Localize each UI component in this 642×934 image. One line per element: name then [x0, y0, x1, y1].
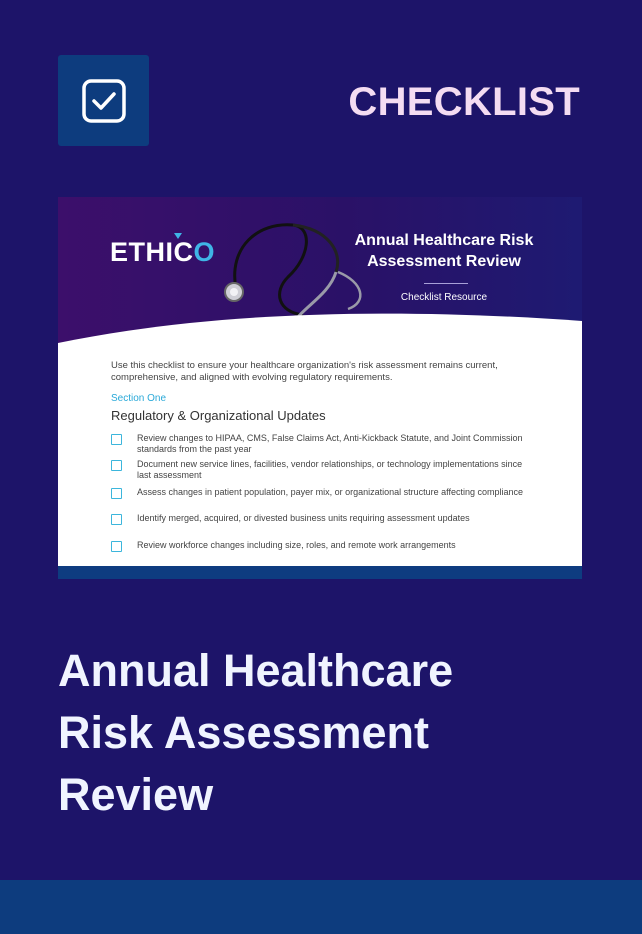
- preview-subtitle: Checklist Resource: [400, 292, 488, 303]
- preview-footer-bar: [58, 566, 582, 579]
- checklist-badge-icon-box: [58, 55, 149, 146]
- logo-accent-mark: [174, 233, 182, 239]
- checklist-item-text: Assess changes in patient population, payer mix, or organizational structure affecting compliance: [137, 487, 524, 497]
- checklist-label: CHECKLIST: [348, 80, 580, 124]
- checkbox[interactable]: [111, 541, 122, 552]
- checkbox[interactable]: [111, 434, 122, 445]
- section-title: Regulatory & Organizational Updates: [111, 408, 326, 423]
- intro-text: Use this checklist to ensure your healthcare organization's risk assessment remains current, comprehensive, and aligned with evolving regulatory requirements.: [111, 360, 498, 383]
- document-preview[interactable]: [58, 197, 582, 579]
- checklist-item-text: Identify merged, acquired, or divested business units requiring assessment updates: [137, 513, 470, 523]
- checkbox[interactable]: [111, 488, 122, 499]
- page-title: Annual Healthcare Risk Assessment Review: [58, 645, 454, 820]
- checkbox-icon: [81, 78, 127, 124]
- preview-title: Annual Healthcare Risk Assessment Review: [354, 232, 534, 270]
- section-label: Section One: [111, 393, 167, 404]
- bottom-band: [0, 880, 642, 934]
- title-divider: [424, 283, 468, 284]
- banner-wave: [58, 307, 582, 367]
- checklist-item-text: Document new service lines, facilities, vendor relationships, or technology implementations since last assessment: [137, 459, 523, 480]
- checklist-item-text: Review workforce changes including size, roles, and remote work arrangements: [137, 540, 456, 550]
- checkbox[interactable]: [111, 460, 122, 471]
- preview-hero-banner: [58, 197, 582, 357]
- ethico-logo: ETHICO: [110, 237, 216, 267]
- checklist-item-text: Review changes to HIPAA, CMS, False Claims Act, Anti-Kickback Statute, and Joint Commission standards from the past year: [137, 433, 523, 454]
- checkbox[interactable]: [111, 514, 122, 525]
